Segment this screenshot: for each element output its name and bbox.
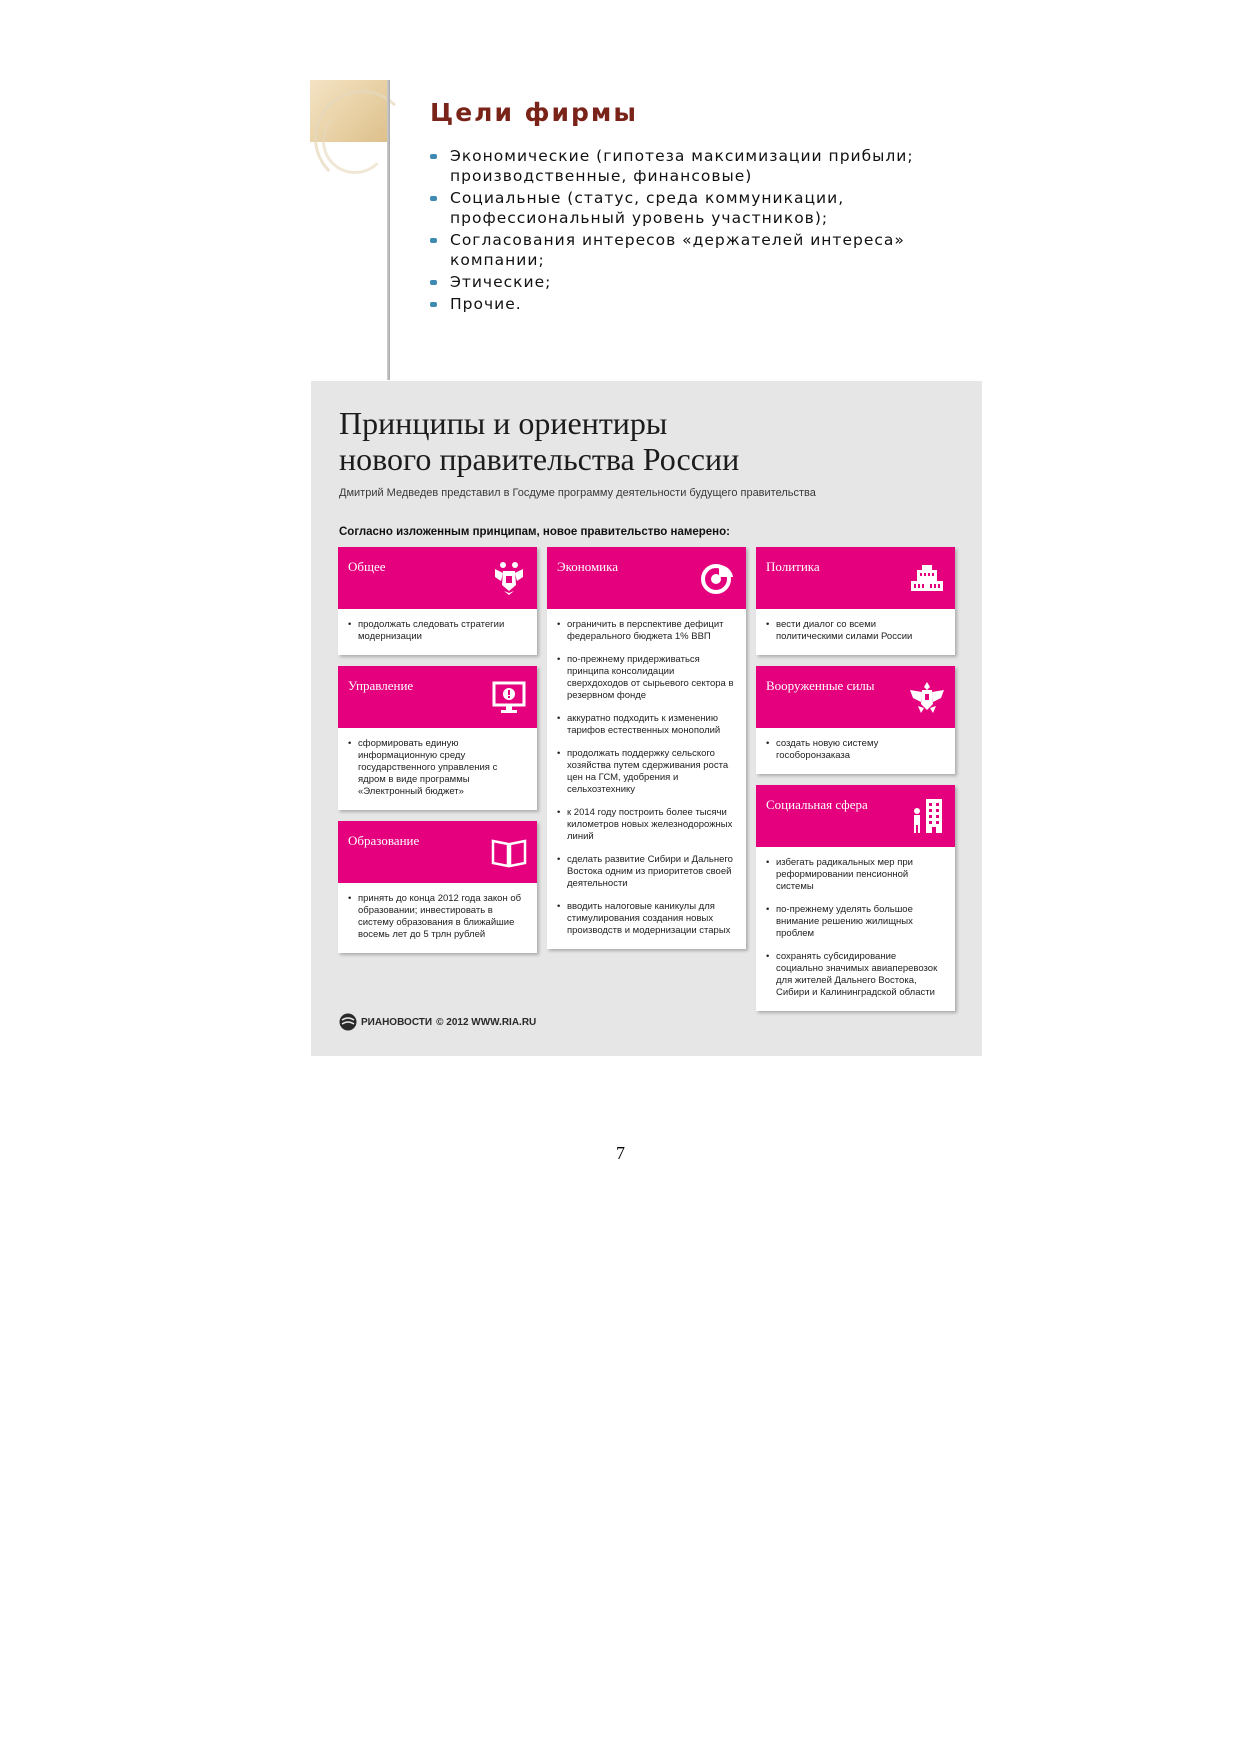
card-header <box>756 666 955 728</box>
card-body <box>338 728 537 810</box>
government-principles-infographic <box>311 381 982 1056</box>
card-body <box>756 847 955 1011</box>
monitor-icon <box>491 678 527 716</box>
list-item: • сохранять субсидирование социально значимых авиаперевозок для жителей Дальнего Востока, Сибири и Калининградской области <box>766 951 945 999</box>
bullet-icon <box>430 302 437 307</box>
card-list <box>348 893 527 941</box>
page-number: 7 <box>616 1143 625 1163</box>
card-economy <box>547 547 746 949</box>
card-list <box>766 738 945 762</box>
card-armed-forces <box>756 666 955 774</box>
slide-decor-curl <box>322 108 388 174</box>
bullet-icon <box>430 154 437 159</box>
card-header <box>756 785 955 847</box>
list-item: • создать новую систему гособоронзаказа <box>766 738 945 762</box>
pie-chart-icon <box>700 559 736 597</box>
slide-divider-line <box>387 80 390 380</box>
list-item: • ограничить в перспективе дефицит федерального бюджета 1% ВВП <box>557 619 736 643</box>
column-middle <box>547 547 746 960</box>
infographic-footer <box>339 1013 536 1031</box>
card-header <box>338 821 537 883</box>
card-header <box>338 547 537 609</box>
open-book-icon <box>491 833 527 871</box>
goal-item: Прочие. <box>430 294 990 314</box>
card-list <box>557 619 736 937</box>
list-item: • продолжать следовать стратегии модернизации <box>348 619 527 643</box>
footer-brand: РИАНОВОСТИ <box>361 1016 433 1028</box>
infographic-subtitle: Дмитрий Медведев представил в Госдуме программу деятельности будущего правительства <box>339 487 816 499</box>
card-title: Образование <box>348 833 420 848</box>
goal-item: Экономические (гипотеза максимизации прибыли; производственные, финансовые) <box>430 146 990 186</box>
infographic-intro: Согласно изложенным принципам, новое правительство намерено: <box>339 526 730 538</box>
card-title: Социальная сфера <box>766 797 868 812</box>
column-right <box>756 547 955 1022</box>
card-title: Вооруженные силы <box>766 678 875 693</box>
card-header <box>547 547 746 609</box>
list-item: • аккуратно подходить к изменению тарифов естественных монополий <box>557 713 736 737</box>
card-list <box>766 619 945 643</box>
list-item: • избегать радикальных мер при реформировании пенсионной системы <box>766 857 945 893</box>
card-body <box>338 883 537 953</box>
list-item: • сформировать единую информационную среду государственного управления с ядром в виде программы «Электронный бюджет» <box>348 738 527 798</box>
eagle-coat-of-arms-icon <box>491 559 527 597</box>
card-header <box>338 666 537 728</box>
card-title: Экономика <box>557 559 619 574</box>
card-list <box>766 857 945 999</box>
card-body <box>756 728 955 774</box>
card-list <box>348 619 527 643</box>
card-title: Управление <box>348 678 414 693</box>
bullet-icon <box>430 196 437 201</box>
list-item: • к 2014 году построить более тысячи километров новых железнодорожных линий <box>557 807 736 843</box>
goal-item: Согласования интересов «держателей интереса» компании; <box>430 230 990 270</box>
infographic-title: Принципы и ориентиры нового правительства России <box>339 405 740 477</box>
card-title: Общее <box>348 559 386 574</box>
card-general <box>338 547 537 655</box>
card-body <box>547 609 746 949</box>
card-list <box>348 738 527 798</box>
card-education <box>338 821 537 953</box>
list-item: • сделать развитие Сибири и Дальнего Востока одним из приоритетов своей деятельности <box>557 854 736 890</box>
goal-item: Этические; <box>430 272 990 292</box>
card-header <box>756 547 955 609</box>
slide-title: Цели фирмы <box>430 98 638 127</box>
bullet-icon <box>430 238 437 243</box>
army-emblem-icon <box>909 678 945 716</box>
goal-item: Социальные (статус, среда коммуникации, профессиональный уровень участников); <box>430 188 990 228</box>
slide-goals <box>310 80 990 380</box>
card-politics <box>756 547 955 655</box>
list-item: • по-прежнему придерживаться принципа консолидации сверхдоходов от сырьевого сектора в резервном фонде <box>557 654 736 702</box>
list-item: • продолжать поддержку сельского хозяйства путем сдерживания роста цен на ГСМ, удобрения и сельхозтехнику <box>557 748 736 796</box>
government-building-icon <box>909 559 945 597</box>
person-building-icon <box>909 797 945 835</box>
card-management <box>338 666 537 810</box>
list-item: • вести диалог со всеми политическими силами России <box>766 619 945 643</box>
list-item: • вводить налоговые каникулы для стимулирования создания новых производств и модернизации старых <box>557 901 736 937</box>
list-item: • принять до конца 2012 года закон об образовании; инвестировать в систему образования в ближайшие восемь лет до 5 трлн рублей <box>348 893 527 941</box>
list-item: • по-прежнему уделять большое внимание решению жилищных проблем <box>766 904 945 940</box>
slide-goal-list <box>430 146 990 316</box>
card-title: Политика <box>766 559 820 574</box>
card-body <box>338 609 537 655</box>
bullet-icon <box>430 280 437 285</box>
column-left <box>338 547 537 964</box>
card-body <box>756 609 955 655</box>
ria-logo-icon <box>339 1013 357 1031</box>
footer-copyright: © 2012 WWW.RIA.RU <box>436 1016 537 1028</box>
card-social <box>756 785 955 1011</box>
